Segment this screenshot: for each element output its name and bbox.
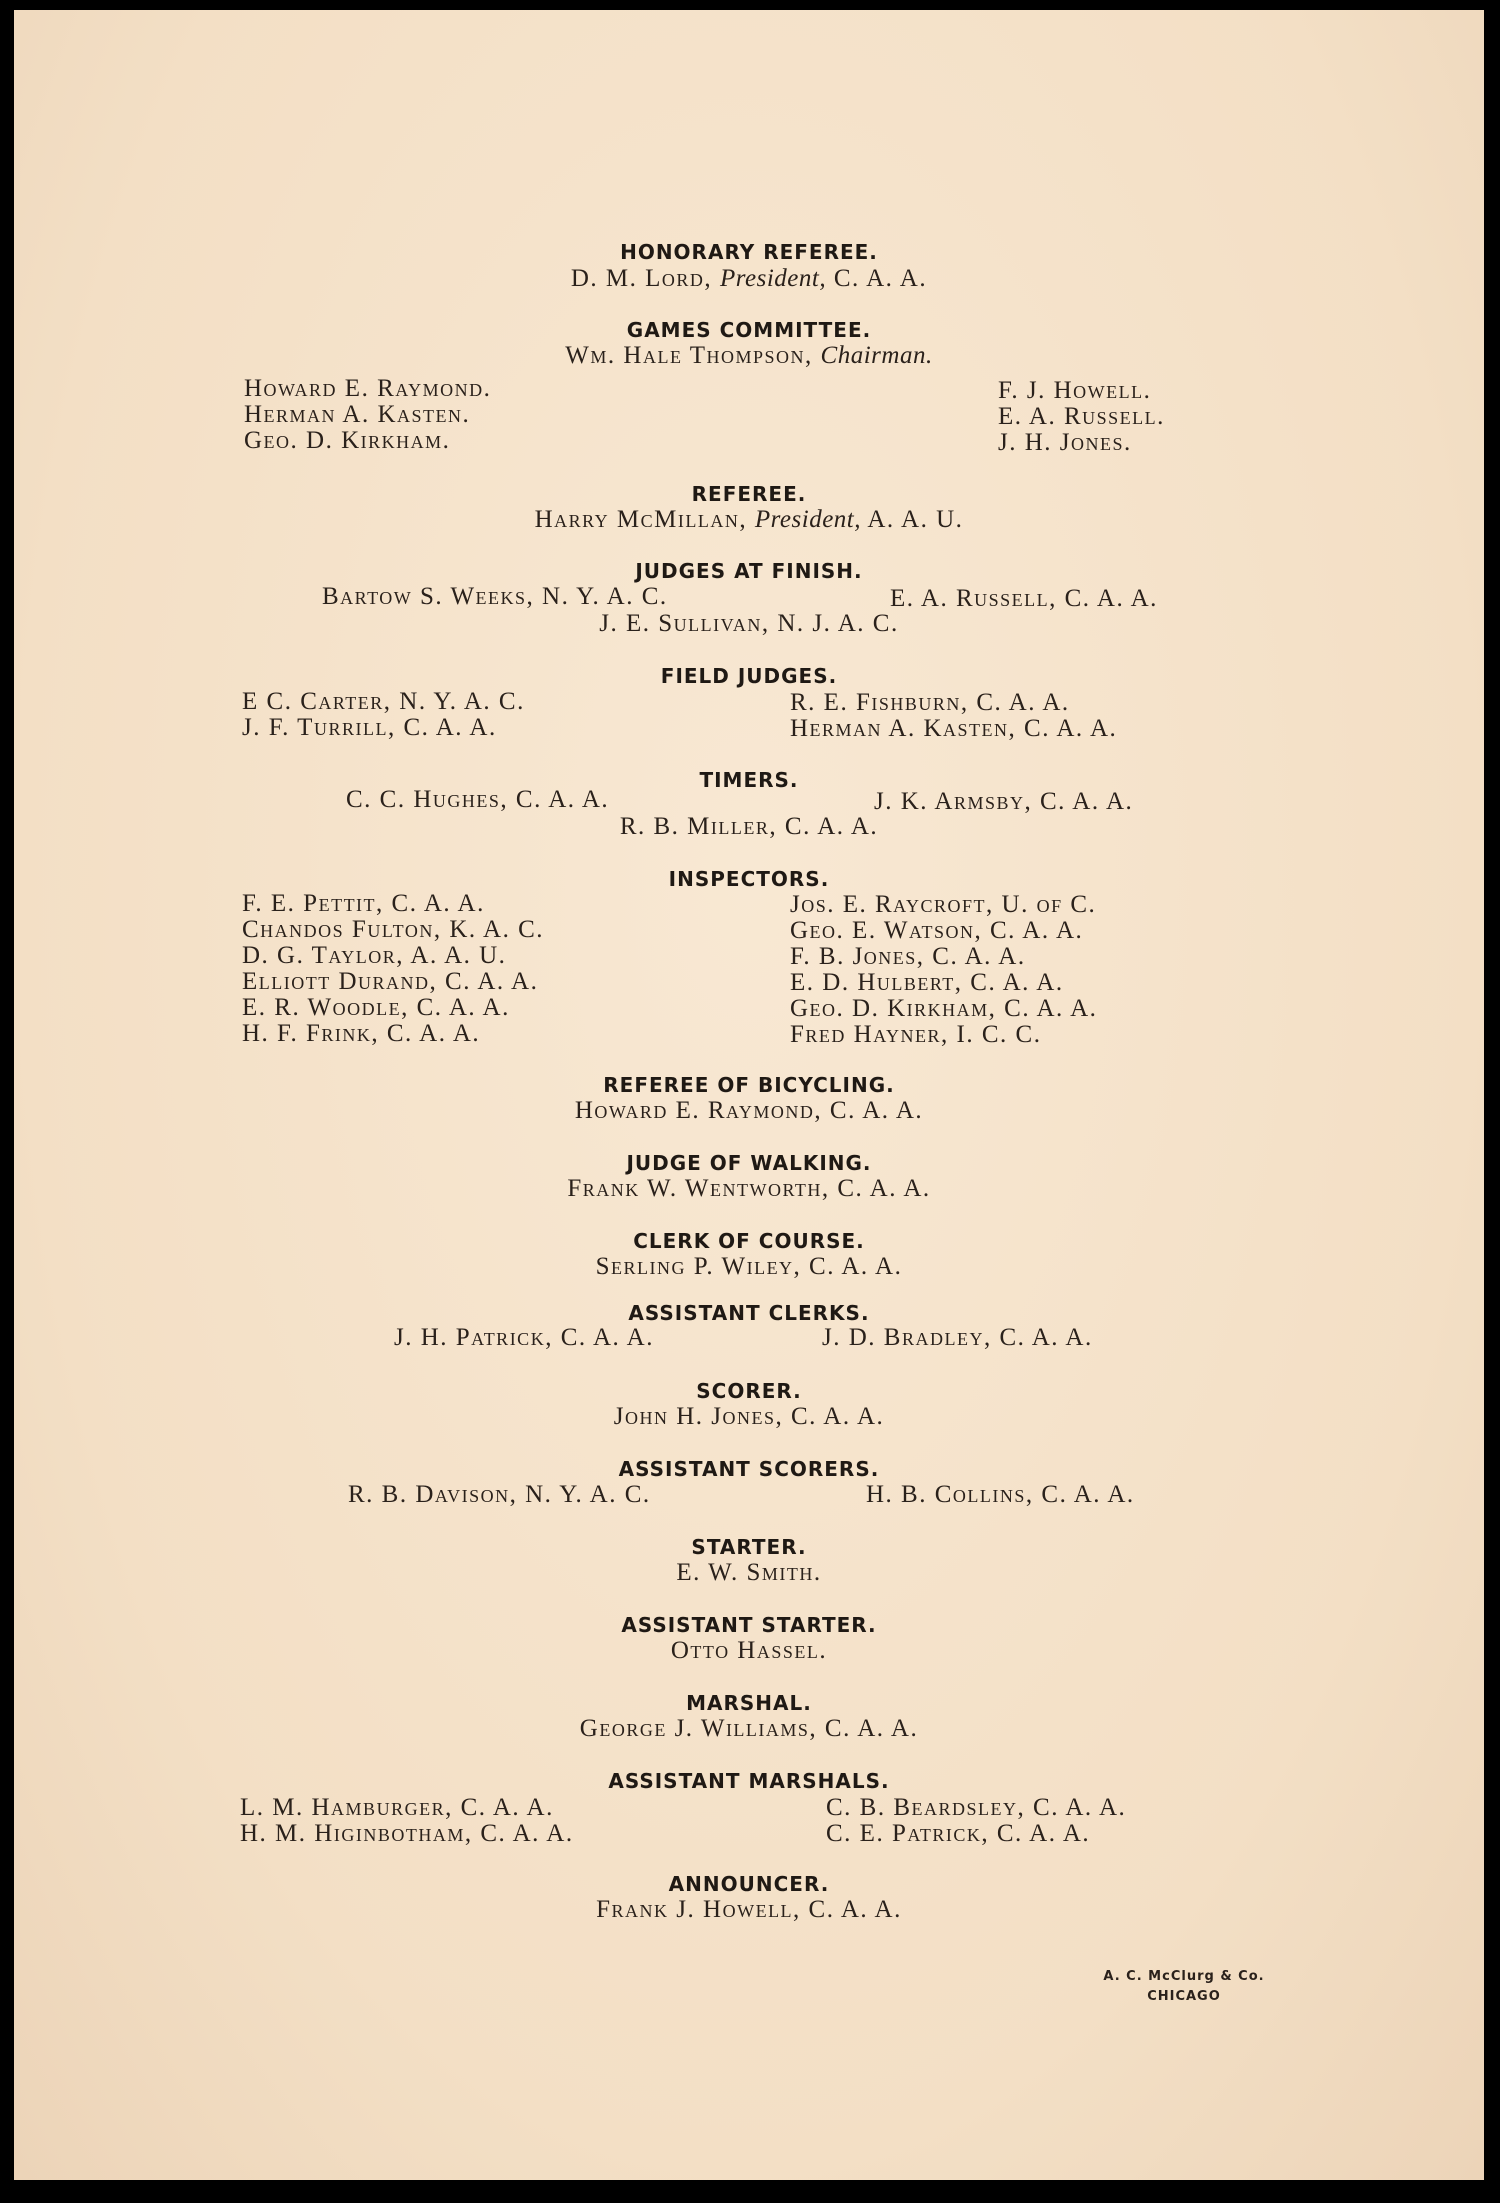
assistant-scorer: H. B. Collins, C. A. A. [866,1481,1135,1508]
games-committee-chairman: Wm. Hale Thompson, Chairman. [565,342,933,369]
inspector: Fred Hayner, I. C. C. [790,1021,1042,1048]
committee-member: Howard E. Raymond. [244,375,492,402]
assistant-scorers-heading: ASSISTANT SCORERS. [618,1457,880,1481]
field-judges-heading: FIELD JUDGES. [660,664,838,688]
field-judge: R. E. Fishburn, C. A. A. [790,689,1070,716]
assistant-clerk: J. H. Patrick, C. A. A. [394,1324,654,1351]
games-committee-heading: GAMES COMMITTEE. [626,318,872,342]
judge-walking-name: Frank W. Wentworth, C. A. A. [567,1175,931,1202]
committee-member: Geo. D. Kirkham. [244,427,451,454]
assistant-marshal: C. B. Beardsley, C. A. A. [826,1794,1127,1821]
inspectors-heading: INSPECTORS. [668,867,830,891]
announcer-name: Frank J. Howell, C. A. A. [596,1896,902,1923]
marshal-name: George J. Williams, C. A. A. [579,1715,919,1742]
committee-member: F. J. Howell. [998,377,1152,404]
assistant-marshal: L. M. Hamburger, C. A. A. [240,1794,554,1821]
assistant-marshal: C. E. Patrick, C. A. A. [826,1820,1091,1847]
assistant-marshals-heading: ASSISTANT MARSHALS. [608,1769,890,1793]
inspector: E. R. Woodle, C. A. A. [242,994,510,1021]
imprint-line-1: A. C. McClurg & Co. [1103,1969,1265,1984]
program-page [14,10,1484,2180]
inspector: Chandos Fulton, K. A. C. [242,916,544,943]
assistant-starter-heading: ASSISTANT STARTER. [621,1613,877,1637]
field-judge: E C. Carter, N. Y. A. C. [242,688,525,715]
referee-bicycling-heading: REFEREE OF BICYCLING. [603,1073,895,1097]
judges-at-finish-heading: JUDGES AT FINISH. [635,559,863,583]
assistant-starter-name: Otto Hassel. [670,1637,828,1664]
honorary-referee-name: D. M. Lord, President, C. A. A. [570,265,928,292]
inspector: F. B. Jones, C. A. A. [790,943,1026,970]
starter-name: E. W. Smith. [676,1559,822,1586]
field-judge: J. F. Turrill, C. A. A. [242,714,497,741]
scorer-heading: SCORER. [696,1379,802,1403]
assistant-scorer: R. B. Davison, N. Y. A. C. [348,1481,651,1508]
timers-heading: TIMERS. [699,768,799,792]
judge-at-finish: J. E. Sullivan, N. J. A. C. [599,610,899,637]
committee-member: E. A. Russell. [998,403,1165,430]
committee-member: J. H. Jones. [998,429,1132,456]
inspector: Elliott Durand, C. A. A. [242,968,539,995]
assistant-clerk: J. D. Bradley, C. A. A. [822,1324,1093,1351]
announcer-heading: ANNOUNCER. [668,1872,830,1896]
referee-heading: REFEREE. [691,482,807,506]
field-judge: Herman A. Kasten, C. A. A. [790,715,1118,742]
inspector: D. G. Taylor, A. A. U. [242,942,507,969]
referee-name: Harry McMillan, President, A. A. U. [534,506,964,533]
timer: C. C. Hughes, C. A. A. [346,786,610,813]
inspector: Geo. D. Kirkham, C. A. A. [790,995,1098,1022]
starter-heading: STARTER. [691,1535,807,1559]
scorer-name: John H. Jones, C. A. A. [613,1403,885,1430]
timer: R. B. Miller, C. A. A. [619,813,879,840]
inspector: F. E. Pettit, C. A. A. [242,890,485,917]
inspector: Geo. E. Watson, C. A. A. [790,917,1084,944]
printer-imprint [1074,1967,1294,2007]
judge-walking-heading: JUDGE OF WALKING. [626,1151,872,1175]
clerk-course-heading: CLERK OF COURSE. [633,1229,865,1253]
clerk-course-name: Serling P. Wiley, C. A. A. [595,1253,903,1280]
referee-bicycling-name: Howard E. Raymond, C. A. A. [574,1097,924,1124]
judge-at-finish: Bartow S. Weeks, N. Y. A. C. [322,583,668,610]
honorary-referee-heading: HONORARY REFEREE. [620,240,878,264]
timer: J. K. Armsby, C. A. A. [874,788,1134,815]
assistant-marshal: H. M. Higinbotham, C. A. A. [240,1820,574,1847]
inspector: E. D. Hulbert, C. A. A. [790,969,1064,996]
imprint-line-2: CHICAGO [1147,1989,1221,2004]
assistant-clerks-heading: ASSISTANT CLERKS. [628,1301,870,1325]
inspector: H. F. Frink, C. A. A. [242,1020,481,1047]
committee-member: Herman A. Kasten. [244,401,471,428]
inspector: Jos. E. Raycroft, U. of C. [790,891,1097,918]
judge-at-finish: E. A. Russell, C. A. A. [890,585,1158,612]
marshal-heading: MARSHAL. [686,1691,812,1715]
